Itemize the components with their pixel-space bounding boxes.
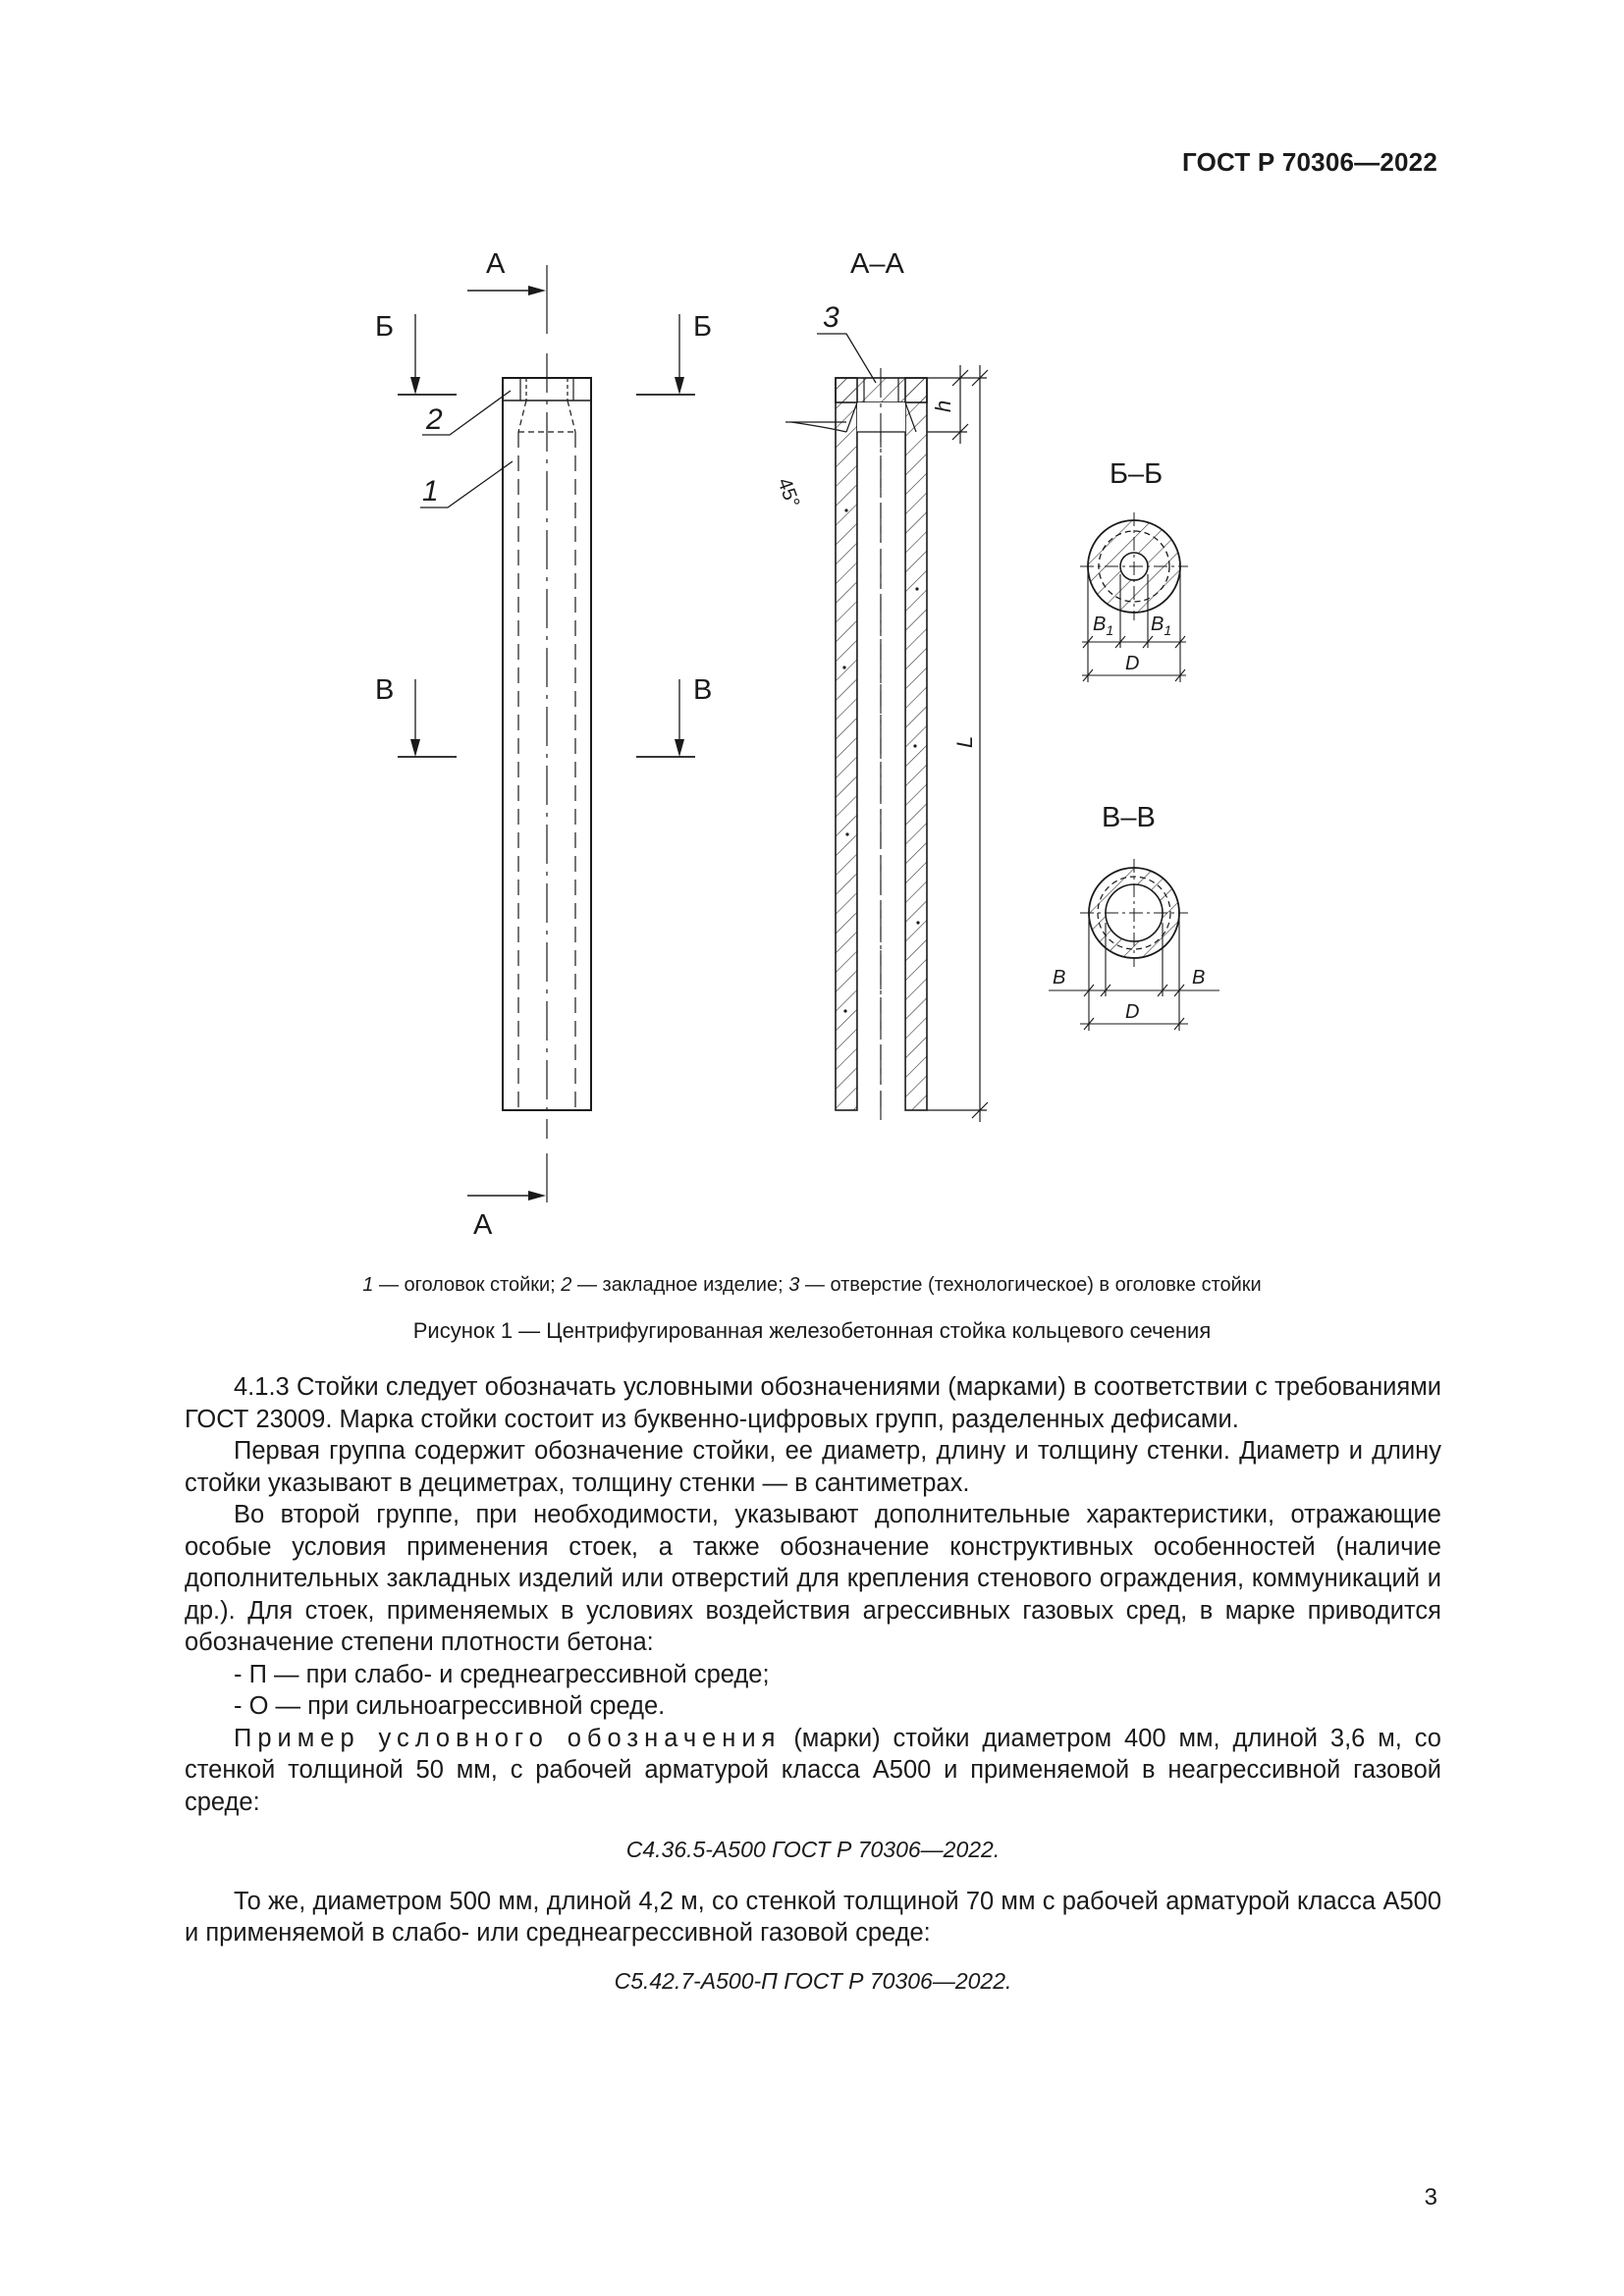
view-vv-title: В–В xyxy=(1102,802,1156,833)
list-item-o: - О — при сильноагрессивной среде. xyxy=(234,1692,666,1720)
figure-caption: Рисунок 1 — Центрифугированная железобетонная стойка кольцевого сечения xyxy=(412,1318,1212,1343)
callout-2: 2 xyxy=(426,403,443,436)
paragraph-first-group: Первая группа содержит обозначение стойки, ее диаметр, длину и толщину стенки. Диаметр и длину стойки указывают в дециметрах, толщину стенки — в сантиметрах. xyxy=(185,1437,1441,1497)
section-aa-view xyxy=(836,368,927,1124)
section-arrow-a-top xyxy=(467,286,546,295)
dim-b-left: B xyxy=(1053,967,1066,988)
document-code: ГОСТ Р 70306—2022 xyxy=(1182,147,1437,177)
dim-d-bb: D xyxy=(1125,653,1140,674)
section-label-a-top: А xyxy=(486,248,506,280)
callout-leader-3 xyxy=(817,334,876,383)
section-label-b-right: Б xyxy=(693,311,713,343)
section-label-v-right: В xyxy=(693,674,713,706)
list-item-p: - П — при слабо- и среднеагрессивной среде; xyxy=(234,1660,770,1688)
paragraph-example-1: Пример условного обозначения (марки) стойки диаметром 400 мм, длиной 3,6 м, со стенкой толщиной 50 мм, с рабочей арматурой класса А500 и применяемой в неагрессивной газовой среде: xyxy=(185,1724,1441,1816)
body-text xyxy=(185,1371,1441,2016)
dim-b-right: B xyxy=(1192,967,1206,988)
section-arrow-a-bottom xyxy=(467,1191,546,1201)
view-bb-title: Б–Б xyxy=(1110,458,1164,490)
dim-h-label: h xyxy=(931,400,955,412)
column-side-view xyxy=(503,265,591,1202)
dim-b1-right: $B_1$ xyxy=(1151,614,1172,638)
view-aa-title: А–А xyxy=(850,248,904,280)
page-number: 3 xyxy=(1424,2184,1437,2211)
example-spaced-term: Пример условного обозначения xyxy=(234,1724,782,1752)
section-label-v-left: В xyxy=(375,674,395,706)
section-label-b-left: Б xyxy=(375,311,395,343)
designation-example-2: С5.42.7-А500-П ГОСТ Р 70306—2022. xyxy=(614,1967,1012,1994)
section-label-a-bottom: А xyxy=(473,1209,493,1241)
dim-d-vv: D xyxy=(1125,1001,1140,1023)
callout-1: 1 xyxy=(422,475,439,507)
paragraph-example-2: То же, диаметром 500 мм, длиной 4,2 м, со стенкой толщиной 70 мм с рабочей арматурой класса А500 и применяемой в слабо- или среднеагрессивной газовой среде: xyxy=(185,1887,1441,1947)
angle-label: 45° xyxy=(773,475,804,511)
callout-3: 3 xyxy=(823,301,839,334)
paragraph-4-1-3: 4.1.3 Стойки следует обозначать условными обозначениями (марками) в соответствии с требованиями ГОСТ 23009. Марка стойки состоит из буквенно-цифровых групп, разделенных дефисами. xyxy=(185,1373,1441,1433)
dim-b1-left: $B_1$ xyxy=(1093,614,1114,638)
figure-legend: 1 — оголовок стойки; 2 — закладное изделие; 3 — отверстие (технологическое) в оголовке стойки xyxy=(362,1274,1262,1296)
designation-example-1: С4.36.5-А500 ГОСТ Р 70306—2022. xyxy=(625,1837,1001,1862)
dim-l-label: L xyxy=(952,735,977,748)
paragraph-second-group: Во второй группе, при необходимости, указывают дополнительные характеристики, отражающие особые условия применения стоек, а также обозначение конструктивных особенностей (наличие дополнительных закладных изделий или отверстий для крепления стенового ограждения, коммуникаций и др.). Для стоек, применяемых в условиях воздействия агрессивных газовых сред, в марке приводится обозначение степени плотности бетона: xyxy=(185,1501,1441,1656)
